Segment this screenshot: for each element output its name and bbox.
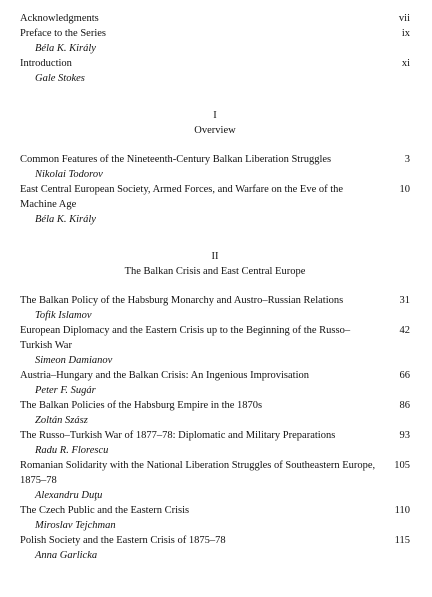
- toc-entry-introduction[interactable]: [20, 56, 410, 86]
- entry-title: Common Features of the Nineteenth-Century Balkan Liberation Struggles: [20, 154, 332, 165]
- entry-title: Austria–Hungary and the Balkan Crisis: An Ingenious Improvisation: [20, 370, 310, 381]
- entry-page-number: 115: [394, 535, 410, 546]
- entry-title: European Diplomacy and the Eastern Crisis up to the Beginning of the Russo–Turkish War: [20, 325, 351, 351]
- toc-entry[interactable]: [20, 458, 410, 503]
- entry-page-number: xi: [401, 58, 410, 69]
- entry-author: Simeon Damianov: [35, 355, 113, 366]
- entry-author: Zoltán Szász: [35, 415, 88, 426]
- entry-page-number: vii: [398, 13, 410, 24]
- section-title: Overview: [194, 125, 236, 136]
- toc-entry[interactable]: [20, 398, 410, 428]
- section-heading-1: [20, 108, 410, 138]
- entry-title: The Balkan Policies of the Habsburg Empire in the 1870s: [20, 400, 263, 411]
- entry-author: Nikolai Todorov: [35, 169, 103, 180]
- entry-page-number: 31: [399, 295, 410, 306]
- entry-page-number: 66: [399, 370, 410, 381]
- entry-author: Béla K. Király: [35, 43, 96, 54]
- entry-page-number: 42: [399, 325, 410, 336]
- entry-author: Radu R. Florescu: [35, 445, 109, 456]
- entry-author: Tofik Islamov: [35, 310, 92, 321]
- section-heading-2: [20, 249, 410, 279]
- section-numeral: II: [211, 251, 219, 262]
- toc-entry[interactable]: [20, 428, 410, 458]
- entry-title: East Central European Society, Armed Forces, and Warfare on the Eve of the Machine Age: [20, 184, 344, 210]
- entry-page-number: 105: [394, 460, 410, 471]
- entry-page-number: 93: [399, 430, 410, 441]
- entry-author: Miroslav Tejchman: [35, 520, 116, 531]
- toc-entry[interactable]: [20, 152, 410, 182]
- toc-entry[interactable]: [20, 293, 410, 323]
- entry-title: Romanian Solidarity with the National Liberation Struggles of Southeastern Europe, 1875–78: [20, 460, 376, 486]
- entry-title: The Czech Public and the Eastern Crisis: [20, 505, 190, 516]
- toc-entry[interactable]: [20, 503, 410, 533]
- toc-entry[interactable]: [20, 368, 410, 398]
- entry-author: Gale Stokes: [35, 73, 85, 84]
- toc-entry-preface[interactable]: [20, 26, 410, 56]
- entry-title: Introduction: [20, 58, 72, 69]
- toc-entry[interactable]: [20, 323, 410, 368]
- entry-author: Béla K. Király: [35, 214, 96, 225]
- entry-page-number: ix: [401, 28, 410, 39]
- entry-title: Preface to the Series: [20, 28, 107, 39]
- section-numeral: I: [213, 110, 217, 121]
- toc-entry-acknowledgments[interactable]: [20, 11, 410, 26]
- section-title: The Balkan Crisis and East Central Europe: [124, 266, 306, 277]
- entry-page-number: 86: [399, 400, 410, 411]
- toc-entry[interactable]: [20, 533, 410, 563]
- entry-author: Peter F. Sugár: [35, 385, 96, 396]
- toc-entry[interactable]: [20, 182, 410, 227]
- table-of-contents: [20, 11, 410, 563]
- entry-title: The Russo–Turkish War of 1877–78: Diplomatic and Military Preparations: [20, 430, 336, 441]
- entry-title: Acknowledgments: [20, 13, 99, 24]
- entry-page-number: 10: [399, 184, 410, 195]
- entry-title: The Balkan Policy of the Habsburg Monarchy and Austro–Russian Relations: [20, 295, 344, 306]
- entry-author: Alexandru Duţu: [35, 490, 103, 501]
- entry-page-number: 3: [404, 154, 410, 165]
- entry-title: Polish Society and the Eastern Crisis of 1875–78: [20, 535, 226, 546]
- entry-author: Anna Garlicka: [35, 550, 98, 561]
- entry-page-number: 110: [394, 505, 410, 516]
